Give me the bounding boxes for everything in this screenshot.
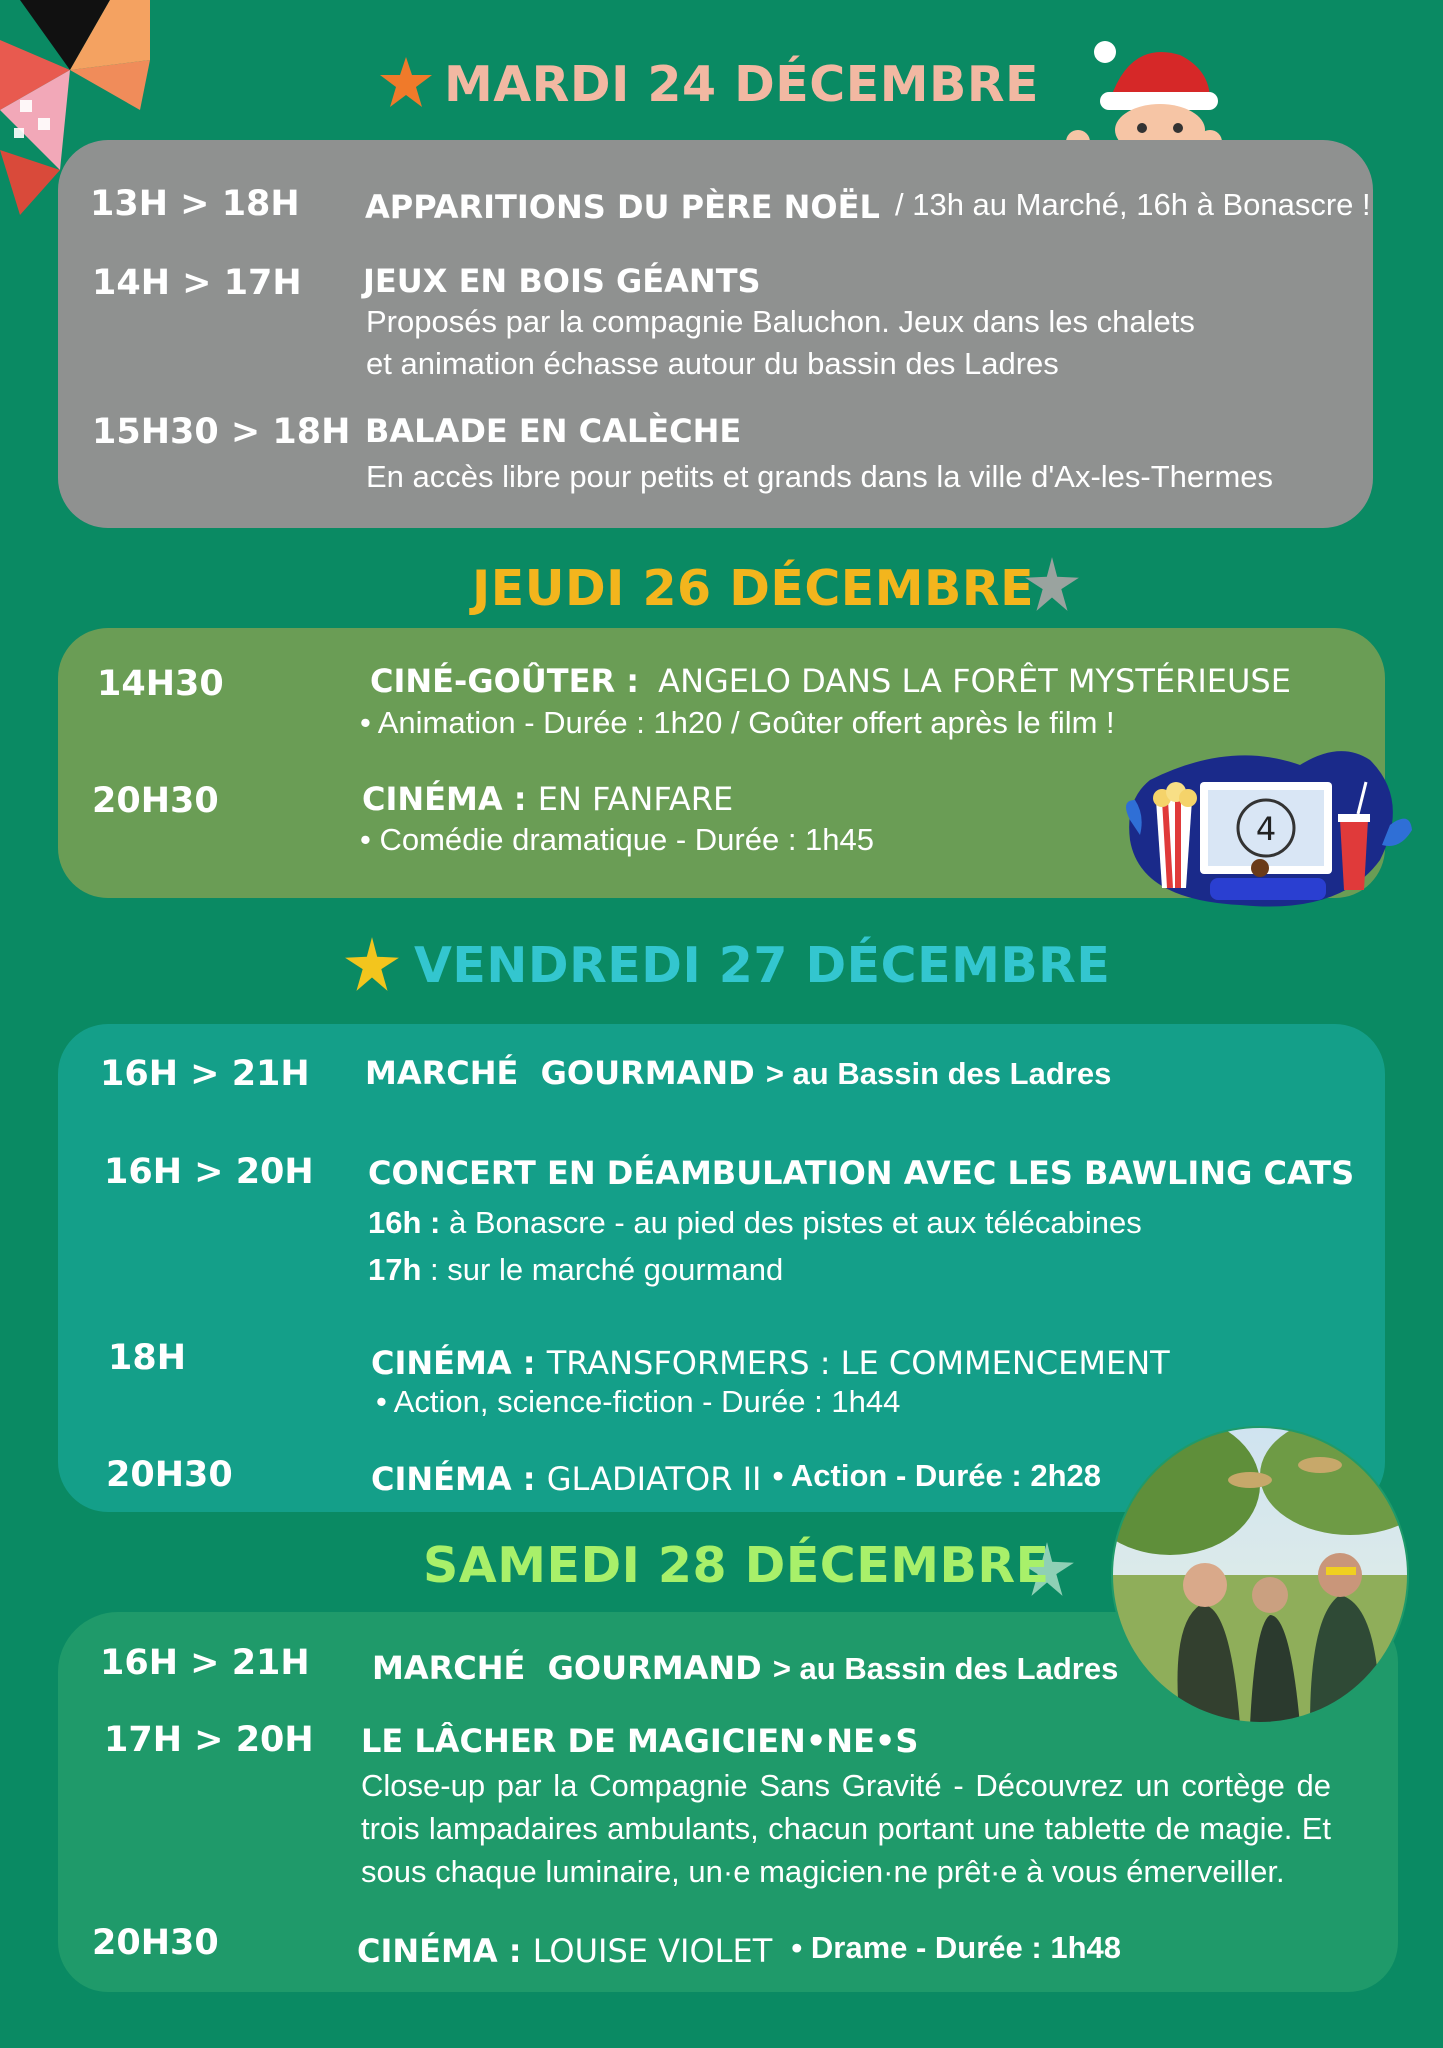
event-category-label: CINÉMA : <box>371 1460 536 1498</box>
event-title <box>372 1648 1118 1690</box>
event-description-line: En accès libre pour petits et grands dans la ville d'Ax-les-Thermes <box>366 459 1274 494</box>
cinema-screen-number: 4 <box>1255 810 1277 848</box>
event-time: 14H30 <box>97 664 224 704</box>
event-note: > au Bassin des Ladres <box>765 1056 1112 1091</box>
event-title <box>371 1455 1101 1498</box>
event-title <box>362 780 733 818</box>
event-time: 14H > 17H <box>92 263 302 303</box>
cinema-popcorn-illustration <box>1120 740 1415 915</box>
film-title: EN FANFARE <box>537 780 734 818</box>
event-time-label: 16h : <box>368 1205 441 1240</box>
magicians-photo <box>1110 1425 1410 1725</box>
event-description-text: à Bonascre - au pied des pistes et aux télécabines <box>448 1205 1142 1240</box>
event-description-text: : sur le marché gourmand <box>430 1252 784 1287</box>
event-title: LE LÂCHER DE MAGICIEN•NE•S <box>361 1722 919 1760</box>
event-category-label: CINÉMA : <box>357 1932 522 1970</box>
event-time: 16H > 20H <box>104 1152 314 1192</box>
event-description-line <box>368 1249 783 1291</box>
event-time: 18H <box>108 1338 186 1378</box>
event-description-line: Proposés par la compagnie Baluchon. Jeux dans les chalets <box>366 304 1195 339</box>
event-title: BALADE EN CALÈCHE <box>365 412 742 450</box>
film-title: LOUISE VIOLET <box>532 1932 773 1970</box>
santa-peek-illustration <box>1060 30 1230 145</box>
event-time-label: 17h <box>368 1252 422 1287</box>
event-time: 13H > 18H <box>90 184 300 224</box>
event-title-text: MARCHÉ GOURMAND <box>372 1649 762 1687</box>
day-title-saturday: SAMEDI 28 DÉCEMBRE <box>423 1537 1050 1594</box>
event-category-label: CINÉMA : <box>362 780 527 818</box>
event-title <box>370 662 1291 700</box>
event-time: 20H30 <box>92 781 219 821</box>
event-note: • Action - Durée : 2h28 <box>772 1458 1101 1493</box>
event-title: APPARITIONS DU PÈRE NOËL <box>365 188 880 226</box>
event-time: 20H30 <box>92 1923 219 1963</box>
event-description-line: • Comédie dramatique - Durée : 1h45 <box>360 822 875 857</box>
event-title <box>365 1053 1111 1095</box>
event-category-label: CINÉ-GOÛTER : <box>370 662 640 700</box>
event-time: 17H > 20H <box>104 1720 314 1760</box>
event-title-text: MARCHÉ GOURMAND <box>365 1054 755 1092</box>
event-description-paragraph: Close-up par la Compagnie Sans Gravité - Découvrez un cortège de trois lampadaires ambulants, chacun portant une tablette de magie. Et sous chaque luminaire, un·e magicien·ne prêt·e à vous émerveiller. <box>361 1768 1331 1889</box>
event-time: 16H > 21H <box>100 1054 310 1094</box>
event-title: CONCERT EN DÉAMBULATION AVEC LES BAWLING CATS <box>368 1154 1355 1192</box>
event-description-line: • Animation - Durée : 1h20 / Goûter offert après le film ! <box>360 705 1115 740</box>
event-note: > au Bassin des Ladres <box>772 1651 1119 1686</box>
event-time: 15H30 > 18H <box>92 412 351 452</box>
event-description-line: et animation échasse autour du bassin des Ladres <box>366 346 1059 381</box>
event-description-line: • Action, science-fiction - Durée : 1h44 <box>376 1384 901 1419</box>
yellow-star-icon <box>343 935 401 993</box>
orange-star-icon <box>378 55 434 111</box>
film-title: TRANSFORMERS : LE COMMENCEMENT <box>546 1344 1170 1382</box>
film-title: ANGELO DANS LA FORÊT MYSTÉRIEUSE <box>658 662 1291 700</box>
day-title-thursday: JEUDI 26 DÉCEMBRE <box>472 560 1035 617</box>
event-title: JEUX EN BOIS GÉANTS <box>363 262 761 300</box>
day-title-tuesday: MARDI 24 DÉCEMBRE <box>444 56 1040 113</box>
film-title: GLADIATOR II <box>546 1460 762 1498</box>
event-description-line <box>368 1202 1142 1244</box>
event-time: 16H > 21H <box>100 1643 310 1683</box>
event-note: • Drame - Durée : 1h48 <box>791 1930 1121 1965</box>
event-title <box>357 1927 1121 1970</box>
event-time: 20H30 <box>106 1455 233 1495</box>
day-title-friday: VENDREDI 27 DÉCEMBRE <box>414 937 1111 994</box>
event-note: / 13h au Marché, 16h à Bonascre ! <box>895 187 1371 222</box>
event-title <box>371 1344 1170 1382</box>
event-category-label: CINÉMA : <box>371 1344 536 1382</box>
